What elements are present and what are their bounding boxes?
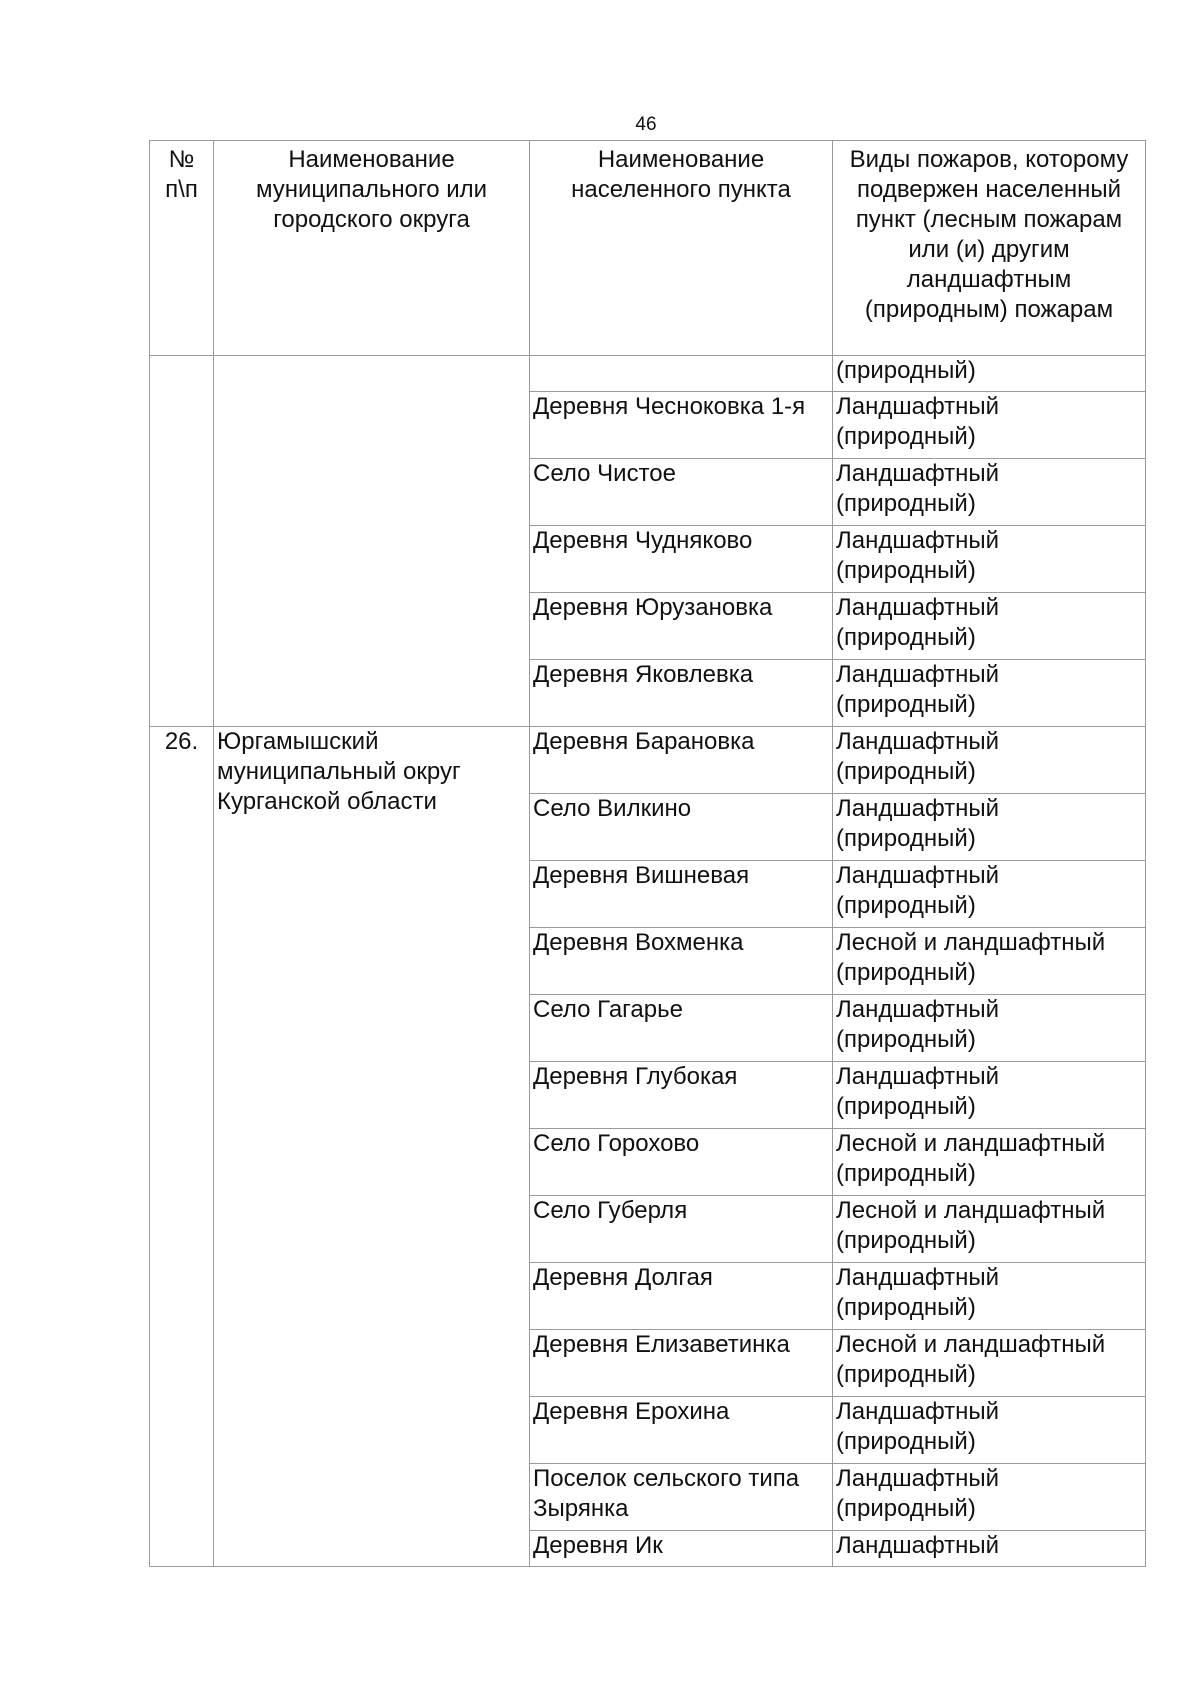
cell-settlement: Село Чистое [530, 459, 833, 526]
cell-settlement: Село Губерля [530, 1196, 833, 1263]
cell-settlement: Деревня Долгая [530, 1263, 833, 1330]
cell-settlement: Деревня Вишневая [530, 861, 833, 928]
cell-settlement: Деревня Барановка [530, 727, 833, 794]
cell-settlement [530, 356, 833, 392]
cell-fire-type: Ландшафтный (природный) [833, 1397, 1146, 1464]
cell-settlement: Деревня Вохменка [530, 928, 833, 995]
cell-fire-type: Ландшафтный [833, 1531, 1146, 1567]
cell-settlement: Село Вилкино [530, 794, 833, 861]
table-row [150, 727, 1146, 794]
cell-fire-type: Ландшафтный (природный) [833, 459, 1146, 526]
cell-settlement: Село Гагарье [530, 995, 833, 1062]
cell-fire-type: Лесной и ландшафтный (природный) [833, 1196, 1146, 1263]
table-row-continuation [150, 356, 1146, 392]
cell-fire-type: Ландшафтный (природный) [833, 593, 1146, 660]
cell-fire-type: Ландшафтный (природный) [833, 1062, 1146, 1129]
cell-fire-type: (природный) [833, 356, 1146, 392]
cell-settlement: Деревня Чесноковка 1-я [530, 392, 833, 459]
cell-fire-type: Ландшафтный (природный) [833, 526, 1146, 593]
header-settlement: Наименование населенного пункта [530, 141, 833, 356]
cell-fire-type: Ландшафтный (природный) [833, 995, 1146, 1062]
cell-settlement: Деревня Ик [530, 1531, 833, 1567]
cell-number [150, 356, 214, 727]
fire-risk-table [149, 140, 1146, 1567]
cell-settlement: Деревня Яковлевка [530, 660, 833, 727]
cell-fire-type: Ландшафтный (природный) [833, 1263, 1146, 1330]
cell-settlement: Поселок сельского типа Зырянка [530, 1464, 833, 1531]
cell-fire-type: Ландшафтный (природный) [833, 861, 1146, 928]
cell-fire-type: Ландшафтный (природный) [833, 1464, 1146, 1531]
cell-fire-type: Лесной и ландшафтный (природный) [833, 1129, 1146, 1196]
page-number: 46 [635, 114, 657, 135]
cell-fire-type: Ландшафтный (природный) [833, 392, 1146, 459]
cell-fire-type: Ландшафтный (природный) [833, 794, 1146, 861]
cell-settlement: Деревня Чудняково [530, 526, 833, 593]
cell-fire-type: Ландшафтный (природный) [833, 660, 1146, 727]
table-header-row [150, 141, 1146, 356]
cell-settlement: Деревня Глубокая [530, 1062, 833, 1129]
cell-number: 26. [150, 727, 214, 1567]
cell-district: Юргамышский муниципальный округ Курганской области [214, 727, 530, 1567]
cell-district [214, 356, 530, 727]
cell-settlement: Деревня Елизаветинка [530, 1330, 833, 1397]
cell-fire-type: Лесной и ландшафтный (природный) [833, 928, 1146, 995]
header-number: № п\п [150, 141, 214, 356]
header-district: Наименование муниципального или городского округа [214, 141, 530, 356]
header-fire-type: Виды пожаров, которому подвержен населенный пункт (лесным пожарам или (и) другим ландшафтным (природным) пожарам [833, 141, 1146, 356]
cell-settlement: Село Горохово [530, 1129, 833, 1196]
cell-fire-type: Лесной и ландшафтный (природный) [833, 1330, 1146, 1397]
cell-settlement: Деревня Ерохина [530, 1397, 833, 1464]
cell-settlement: Деревня Юрузановка [530, 593, 833, 660]
cell-fire-type: Ландшафтный (природный) [833, 727, 1146, 794]
